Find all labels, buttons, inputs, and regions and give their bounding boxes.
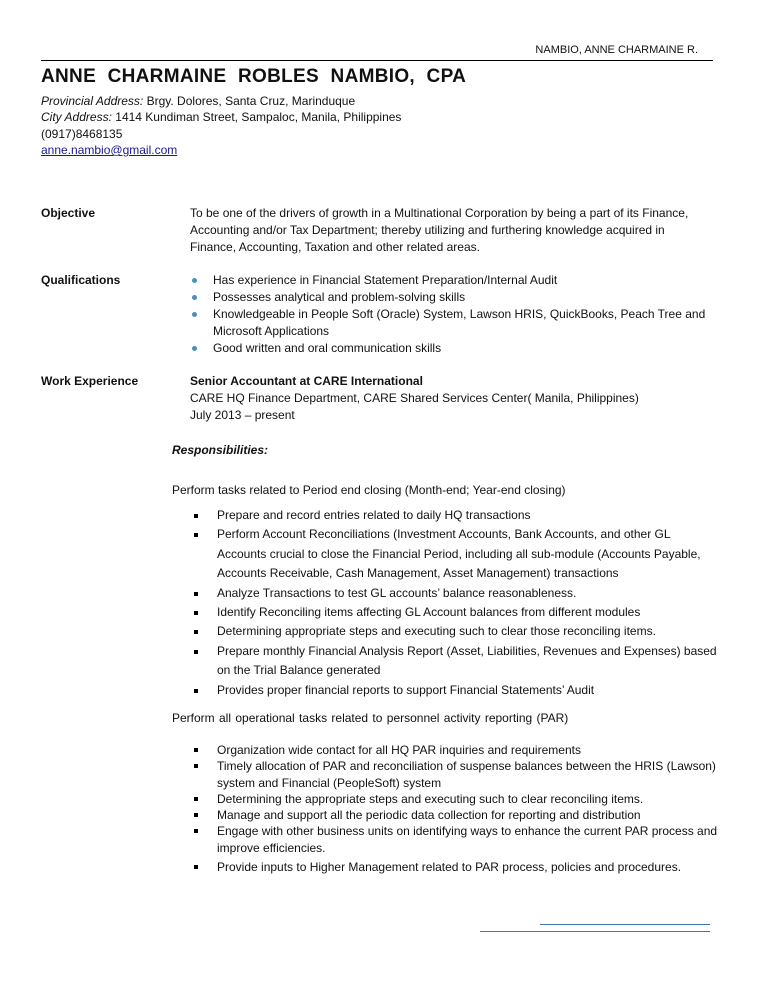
bullet-icon (192, 312, 197, 317)
period-closing-lead: Perform tasks related to Period end closing (Month-end; Year-end closing) (172, 483, 566, 497)
city-address-value: 1414 Kundiman Street, Sampaloc, Manila, Philippines (115, 110, 402, 124)
bullet-icon (194, 829, 198, 833)
bullet-icon (192, 346, 197, 351)
period-closing-tasks (190, 506, 720, 700)
list-item: Possesses analytical and problem-solving skills (190, 289, 710, 306)
bullet-icon (194, 865, 198, 869)
job-title: Senior Accountant at CARE International (190, 374, 423, 388)
list-item: Engage with other business units on identifying ways to enhance the current PAR process and improve efficiencies. (190, 823, 720, 856)
list-item: Determining the appropriate steps and executing such to clear reconciling items. (190, 791, 720, 807)
bullet-icon (194, 797, 198, 801)
city-address-label: City Address: (41, 110, 112, 124)
bullet-icon (194, 650, 198, 654)
list-item: Timely allocation of PAR and reconciliation of suspense balances between the HRIS (Lawson) system and Financial (PeopleSoft) system (190, 758, 720, 791)
email-link[interactable]: anne.nambio@gmail.com (41, 143, 178, 157)
list-item: Provide inputs to Higher Management related to PAR process, policies and procedures. (190, 859, 720, 875)
bullet-icon (194, 748, 198, 752)
bullet-icon (194, 689, 198, 693)
bullet-icon (194, 813, 198, 817)
list-item: Provides proper financial reports to support Financial Statements’ Audit (190, 681, 720, 700)
responsibilities-label: Responsibilities: (172, 443, 269, 457)
list-item: Prepare monthly Financial Analysis Report (Asset, Liabilities, Revenues and Expenses) based on the Trial Balance generated (190, 642, 720, 681)
bullet-icon (194, 592, 198, 596)
full-name: ANNE CHARMAINE ROBLES NAMBIO, CPA (41, 66, 467, 87)
list-item: Analyze Transactions to test GL accounts’ balance reasonableness. (190, 584, 720, 603)
bullet-icon (194, 533, 198, 537)
list-item: Knowledgeable in People Soft (Oracle) System, Lawson HRIS, QuickBooks, Peach Tree and Microsoft Applications (190, 306, 710, 340)
phone-number: (0917)8468135 (41, 127, 123, 141)
bullet-icon (194, 764, 198, 768)
city-address (41, 110, 401, 124)
objective-text: To be one of the drivers of growth in a Multinational Corporation by being a part of its Finance, Accounting and/or Tax Department; thereby utilizing and furthering knowledge acquired in Finance, Accounting, Taxation and other related areas. (190, 206, 689, 254)
header-rule (41, 60, 713, 61)
list-item: Prepare and record entries related to daily HQ transactions (190, 506, 720, 525)
bullet-icon (192, 278, 197, 283)
job-department: CARE HQ Finance Department, CARE Shared Services Center( Manila, Philippines) (190, 391, 639, 405)
list-item: Perform Account Reconciliations (Investment Accounts, Bank Accounts, and other GL Accounts crucial to close the Financial Period, including all sub-module (Accounts Payable, Accounts Receivable, Cash Management, Asset Management) transactions (190, 525, 720, 583)
list-item: Identify Reconciling items affecting GL Account balances from different modules (190, 603, 720, 622)
par-lead: Perform all operational tasks related to personnel activity reporting (PAR) (172, 711, 569, 725)
list-item: Determining appropriate steps and executing such to clear those reconciling items. (190, 622, 720, 641)
par-tasks (190, 742, 720, 875)
running-header: NAMBIO, ANNE CHARMAINE R. (535, 44, 698, 56)
provincial-address (41, 94, 355, 108)
footer-rule (540, 924, 710, 925)
job-block (190, 373, 639, 424)
bullet-icon (194, 514, 198, 518)
footer-rule (480, 931, 710, 932)
provincial-address-label: Provincial Address: (41, 94, 144, 108)
provincial-address-value: Brgy. Dolores, Santa Cruz, Marinduque (146, 94, 356, 108)
objective-label: Objective (41, 206, 96, 220)
list-item: Good written and oral communication skills (190, 340, 710, 357)
job-period: July 2013 – present (190, 408, 295, 422)
work-experience-label: Work Experience (41, 374, 139, 388)
bullet-icon (192, 295, 197, 300)
list-item: Has experience in Financial Statement Preparation/Internal Audit (190, 272, 710, 289)
bullet-icon (194, 611, 198, 615)
qualifications-label: Qualifications (41, 273, 121, 287)
qualifications-list (190, 272, 710, 357)
list-item: Manage and support all the periodic data collection for reporting and distribution (190, 807, 720, 823)
bullet-icon (194, 630, 198, 634)
list-item: Organization wide contact for all HQ PAR inquiries and requirements (190, 742, 720, 758)
